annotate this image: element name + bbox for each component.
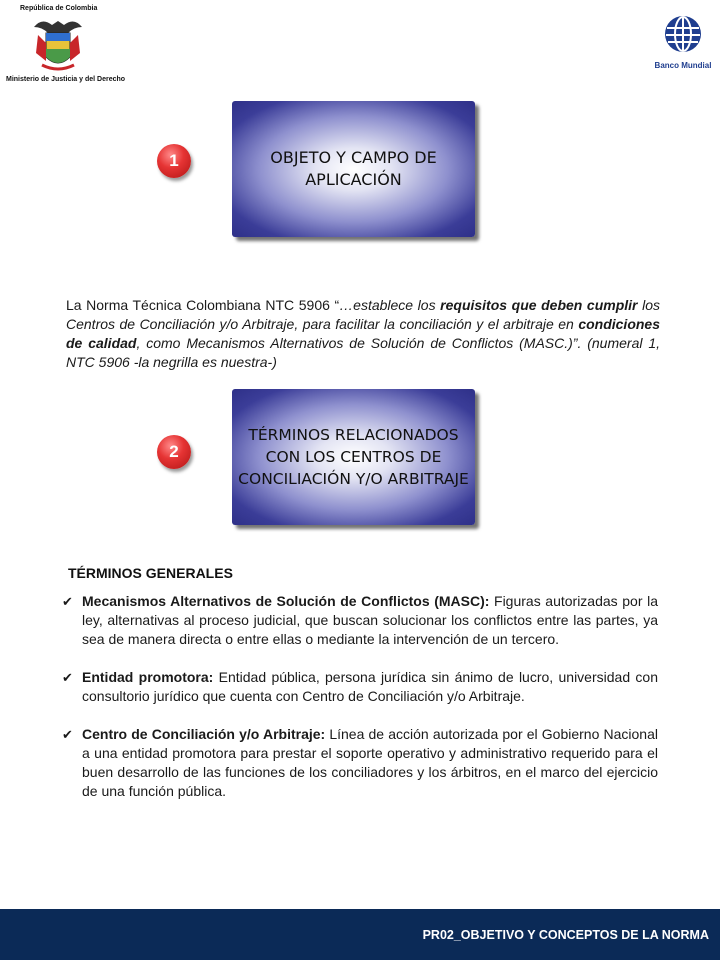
list-item	[62, 592, 658, 649]
para-text-1: La Norma Técnica Colombiana NTC 5906 “	[66, 297, 340, 313]
list-item	[62, 668, 658, 706]
checkmark-icon: ✔	[62, 594, 73, 609]
footer-label: PR02_OBJETIVO Y CONCEPTOS DE LA NORMA	[422, 927, 709, 942]
para-text-bold-2: condiciones de calidad	[66, 316, 660, 351]
ministerio-logo	[6, 4, 126, 88]
section-1-paragraph	[66, 296, 660, 372]
term-name: Centro de Conciliación y/o Arbitraje:	[82, 726, 326, 742]
terms-list	[62, 592, 658, 820]
term-definition: Línea de acción autorizada por el Gobierno Nacional a una entidad promotora para prestar el soporte operativo y administrativo requerido para el buen desarrollo de las funciones de los conciliadores y los árbitros, en el marco del ejercicio de una función pública.	[82, 726, 658, 799]
terms-heading: TÉRMINOS GENERALES	[68, 565, 233, 581]
para-text-4: , como Mecanismos Alternativos de Solución de Conflictos (MASC.)”. (numeral 1, NTC 5906 -la negrilla es nuestra-)	[66, 335, 661, 370]
term-name: Mecanismos Alternativos de Solución de Conflictos (MASC):	[82, 593, 490, 609]
section-2-title: TÉRMINOS RELACIONADOS CON LOS CENTROS DE CONCILIACIÓN Y/O ARBITRAJE	[238, 426, 469, 488]
para-text-2: …establece los	[339, 297, 441, 313]
para-text-3: los Centros de Conciliación y/o Arbitraje, para facilitar la conciliación y el arbitraje en	[66, 297, 660, 332]
term-name: Entidad promotora:	[82, 669, 214, 685]
section-1-title-box	[232, 101, 475, 237]
term-definition: Figuras autorizadas por la ley, alternativas al proceso judicial, que buscan solucionar los conflictos entre las partes, ya sea de manera directa o entre ellas o mediante la intervención de un tercero.	[82, 593, 658, 647]
section-1-number: 1	[169, 151, 179, 170]
section-2-title-box	[232, 389, 475, 525]
banco-mundial-logo	[652, 14, 714, 70]
banco-mundial-label: Banco Mundial	[654, 61, 712, 70]
world-bank-globe-icon	[663, 14, 703, 54]
checkmark-icon: ✔	[62, 670, 73, 685]
para-text-bold-1: requisitos que deben cumplir	[440, 297, 638, 313]
section-1-number-badge	[157, 144, 191, 178]
checkmark-icon: ✔	[62, 727, 73, 742]
footer-bar	[0, 909, 720, 960]
colombia-coat-of-arms-icon	[28, 13, 88, 75]
section-2-number-badge	[157, 435, 191, 469]
term-definition: Entidad pública, persona jurídica sin ánimo de lucro, universidad con consultorio jurídico que cuenta con Centro de Conciliación y/o Arbitraje.	[82, 669, 658, 704]
list-item	[62, 725, 658, 801]
section-1-title: OBJETO Y CAMPO DE APLICACIÓN	[270, 148, 437, 189]
logo-caption-republica: República de Colombia	[20, 5, 98, 12]
logo-caption-ministerio: Ministerio de Justicia y del Derecho	[6, 76, 126, 83]
section-2-number: 2	[169, 442, 179, 461]
